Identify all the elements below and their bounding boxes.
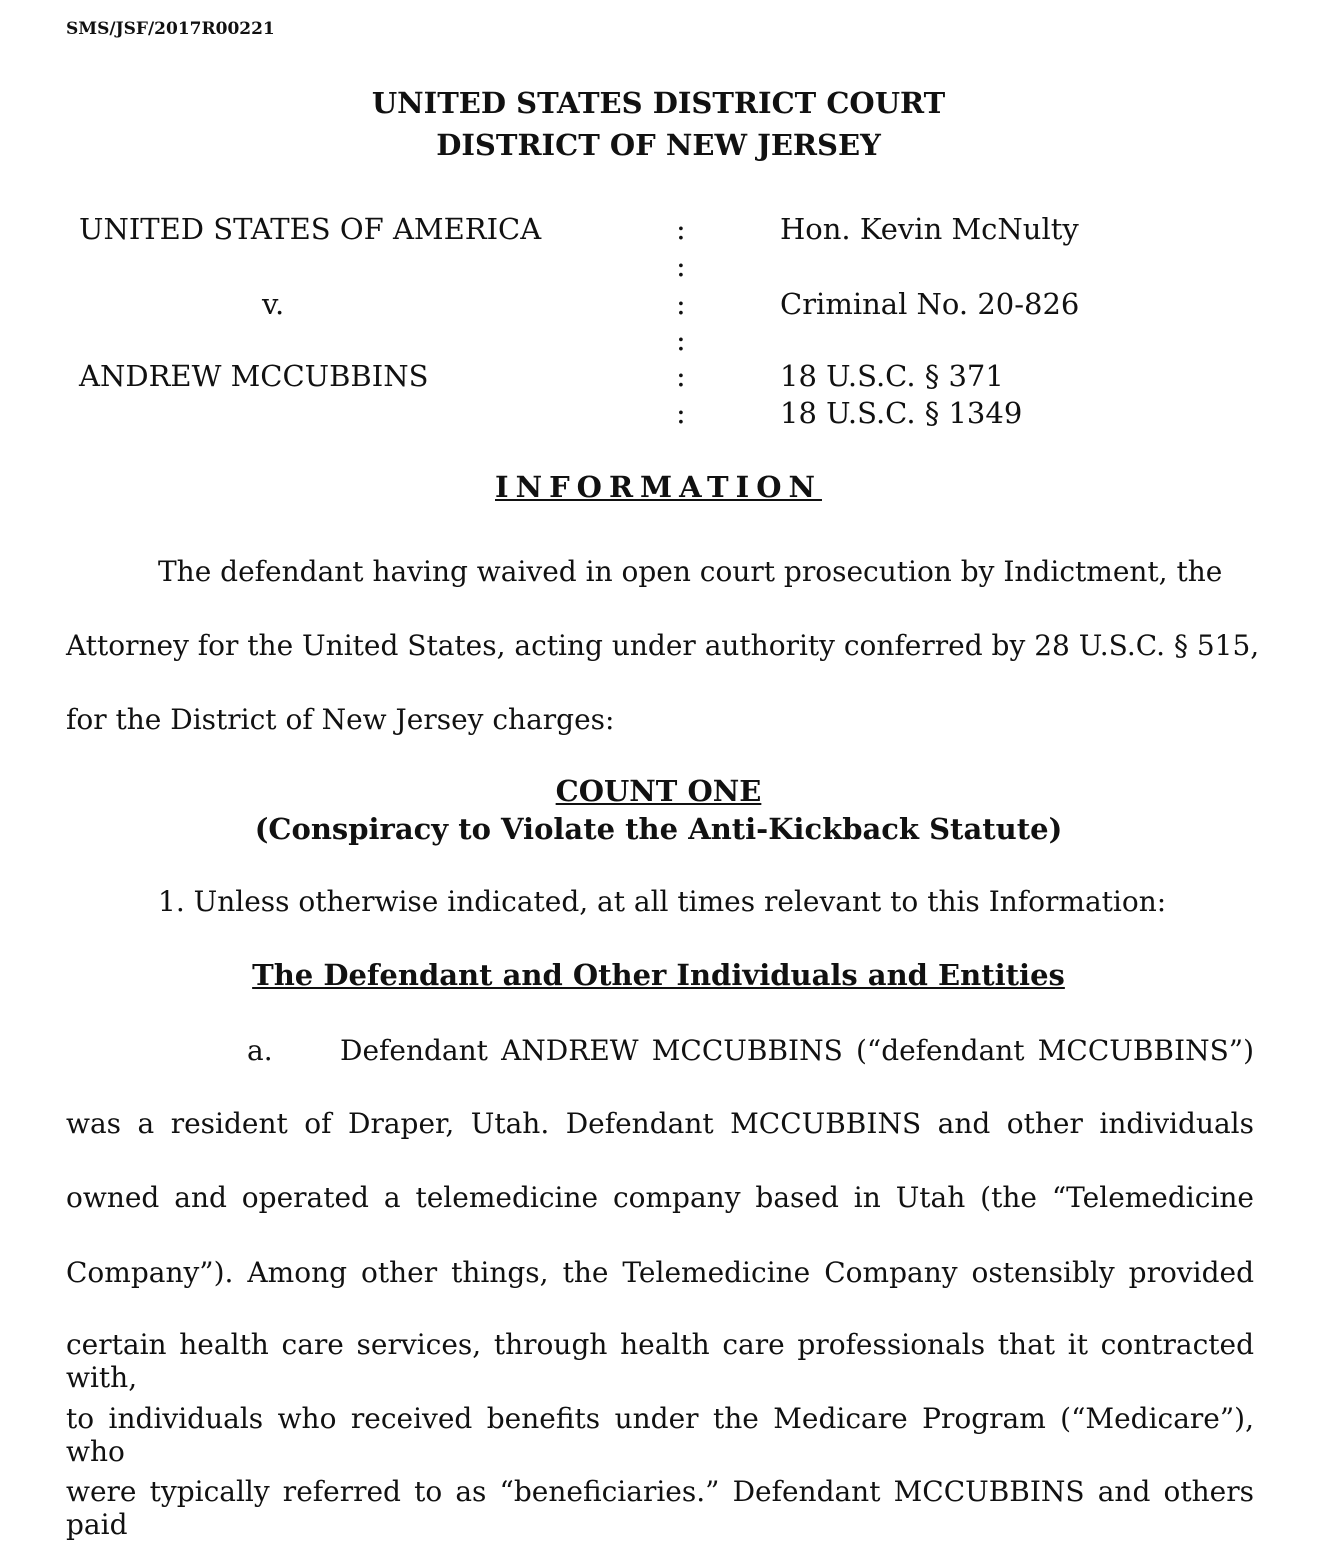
preamble-line-2: Attorney for the United States, acting under authority conferred by 28 U.S.C. § 515, xyxy=(66,629,1260,662)
sub-a-line-2: was a resident of Draper, Utah. Defendant MCCUBBINS and other individuals xyxy=(66,1107,1254,1140)
caption-colon: : xyxy=(676,323,686,357)
count-title xyxy=(0,774,1317,808)
sub-a-label: a. xyxy=(247,1034,273,1067)
caption-colon: : xyxy=(676,396,686,430)
information-heading-text: INFORMATION xyxy=(495,470,822,504)
section-heading xyxy=(0,958,1317,992)
caption-colon: : xyxy=(676,249,686,283)
sub-a-line-7: were typically referred to as “beneficiaries.” Defendant MCCUBBINS and others paid xyxy=(66,1475,1254,1541)
sub-a-line-1: Defendant ANDREW MCCUBBINS (“defendant MCCUBBINS”) xyxy=(340,1034,1254,1067)
caption-criminal-no: Criminal No. 20-826 xyxy=(780,287,1080,321)
document-id: SMS/JSF/2017R00221 xyxy=(66,19,275,39)
sub-a-line-5: certain health care services, through health care professionals that it contracted with, xyxy=(66,1328,1254,1394)
sub-a-line-3: owned and operated a telemedicine company based in Utah (the “Telemedicine xyxy=(66,1181,1254,1214)
caption-statute-2: 18 U.S.C. § 1349 xyxy=(780,396,1023,430)
caption-plaintiff: UNITED STATES OF AMERICA xyxy=(79,212,542,246)
caption-defendant: ANDREW MCCUBBINS xyxy=(79,359,429,393)
preamble-line-1: The defendant having waived in open court prosecution by Indictment, the xyxy=(158,555,1223,588)
caption-judge: Hon. Kevin McNulty xyxy=(780,212,1079,246)
caption-versus: v. xyxy=(262,287,285,321)
caption-statute-1: 18 U.S.C. § 371 xyxy=(780,359,1004,393)
caption-colon: : xyxy=(676,359,686,393)
sub-a-line-6: to individuals who received benefits under the Medicare Program (“Medicare”), who xyxy=(66,1402,1254,1468)
court-name: UNITED STATES DISTRICT COURT xyxy=(371,86,946,120)
information-heading xyxy=(0,470,1317,504)
preamble-line-3: for the District of New Jersey charges: xyxy=(66,703,615,736)
caption-colon: : xyxy=(676,287,686,321)
section-heading-text: The Defendant and Other Individuals and Entities xyxy=(252,958,1065,992)
sub-a-line-4: Company”). Among other things, the Telemedicine Company ostensibly provided xyxy=(66,1256,1254,1289)
count-title-text: COUNT ONE xyxy=(555,774,762,808)
caption-colon: : xyxy=(676,212,686,246)
count-subtitle: (Conspiracy to Violate the Anti-Kickback Statute) xyxy=(254,812,1063,846)
court-district: DISTRICT OF NEW JERSEY xyxy=(436,128,881,162)
paragraph-1: 1. Unless otherwise indicated, at all times relevant to this Information: xyxy=(158,885,1167,918)
